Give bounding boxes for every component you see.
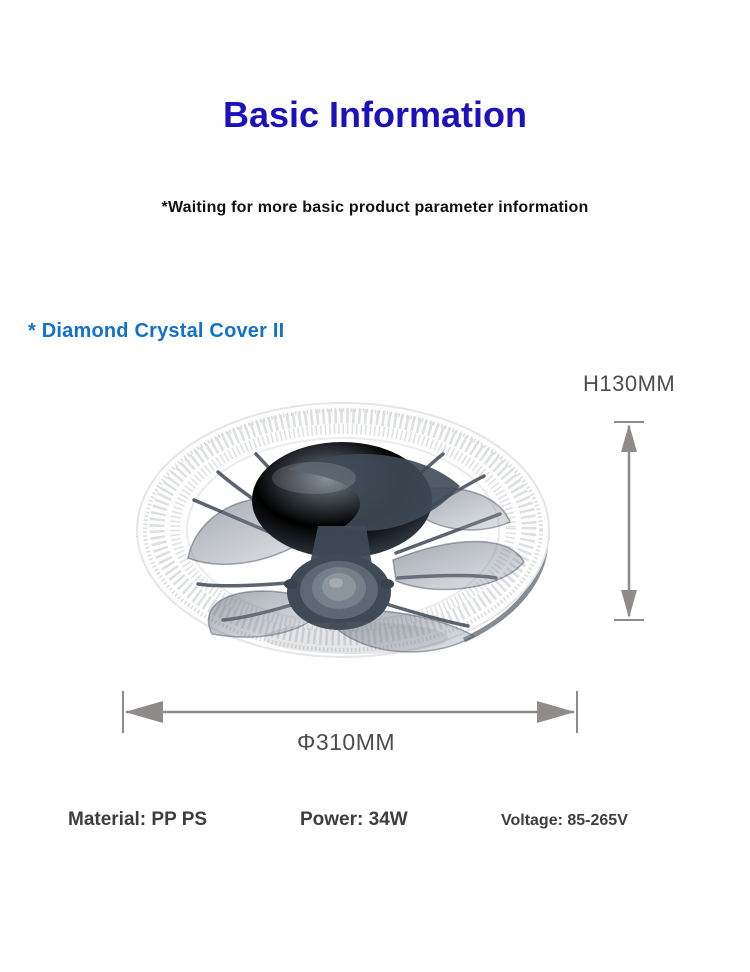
spec-power: Power: 34W bbox=[300, 809, 408, 830]
spec-material: Material: PP PS bbox=[68, 809, 208, 830]
spec-voltage: Voltage: 85-265V bbox=[501, 812, 628, 829]
height-dimension-label: H130MM bbox=[583, 371, 676, 396]
diameter-dimension-label: Φ310MM bbox=[296, 729, 396, 755]
page-title: Basic Information bbox=[222, 94, 528, 135]
ceiling-fan-product-image bbox=[128, 388, 568, 674]
parameter-note: *Waiting for more basic product parameter information bbox=[161, 199, 589, 216]
product-name: * Diamond Crystal Cover II bbox=[28, 320, 285, 342]
height-dimension-arrow bbox=[610, 418, 648, 624]
